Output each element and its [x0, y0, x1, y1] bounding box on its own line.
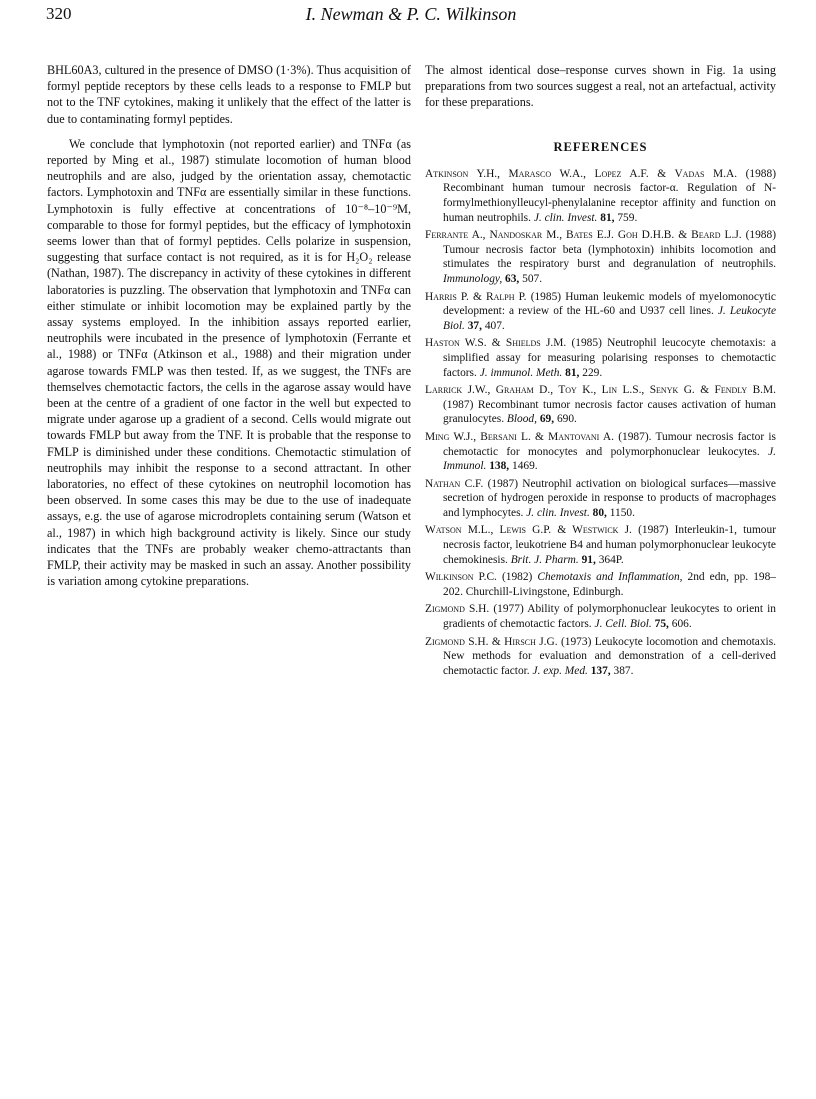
reference-text: (1985) Neutrophil leucocyte chemotaxis: a simplified assay for measuring polarising responses to chemotactic factors.	[443, 337, 777, 379]
body-paragraph: The almost identical dose–response curves shown in Fig. 1a using preparations from two sources suggest a real, not an artefactual, activity for these preparations.	[425, 63, 776, 110]
reference-text: (1985) Human leukemic models of myelomonocytic development: a review of the HL-60 and U937 cell lines.	[443, 290, 776, 318]
reference-pages: 2nd edn, pp. 198–202. Churchill-Livingstone, Edinburgh.	[443, 571, 776, 598]
reference-journal: Brit. J. Pharm.	[510, 553, 579, 566]
reference-volume: 81,	[600, 211, 615, 224]
page-header	[46, 4, 776, 28]
reference-journal: Immunology,	[443, 272, 503, 285]
reference-pages: 407.	[484, 319, 505, 332]
reference-authors: Haston W.S. & Shields J.M.	[425, 337, 567, 350]
reference-pages: 364P.	[598, 553, 624, 566]
reference-journal: J. exp. Med.	[532, 664, 588, 677]
reference-journal: J. Immunol.	[443, 445, 776, 473]
reference-volume: 81,	[565, 366, 580, 379]
reference-volume: 75,	[654, 618, 669, 631]
reference-item	[425, 570, 776, 599]
reference-authors: Nathan C.F.	[425, 477, 484, 490]
reference-volume: 37,	[467, 319, 482, 332]
reference-authors: Atkinson Y.H., Marasco W.A., Lopez A.F. & Vadas M.A.	[425, 167, 738, 180]
reference-item	[425, 430, 776, 474]
reference-pages: 507.	[522, 272, 543, 285]
references-heading: REFERENCES	[553, 139, 648, 154]
reference-volume: 63,	[505, 272, 520, 285]
reference-pages: 1469.	[512, 460, 538, 473]
reference-text: (1982)	[501, 571, 533, 584]
reference-volume: 69,	[539, 413, 555, 426]
reference-authors: Ferrante A., Nandoskar M., Bates E.J. Goh D.H.B. & Beard L.J.	[425, 229, 742, 242]
page-number: 320	[46, 4, 72, 23]
reference-item	[425, 290, 776, 334]
left-column	[47, 62, 411, 590]
reference-journal: J. Cell. Biol.	[594, 618, 652, 631]
reference-authors: Larrick J.W., Graham D., Toy K., Lin L.S., Senyk G. & Fendly B.M.	[425, 384, 776, 397]
body-paragraph: We conclude that lymphotoxin (not reported earlier) and TNFα (as reported by Ming et al., 1987) stimulate locomotion of human blood neutrophils and are also, judged by the orientation assay, chemotactic factors. Lymphotoxin and TNFα are essentially similar in these functions. Lymphotoxin is fully effective at concentrations of 10⁻⁸–10⁻⁹M, comparable to those for formyl peptides, but the efficacy of lymphotoxin seems lower than that of formyl peptides. Cells polarize in suspension, suggesting that surface contact is not required, as it is for H₂O₂ release (Nathan, 1987). The discrepancy in activity of these cytokines in different laboratories is puzzling. The observation that lymphotoxin and TNFα can either stimulate or inhibit locomotion may be explained partly by the assay systems employed. In the inhibition assays reported earlier, neutrophils were incubated in the presence of lymphotoxin (Ferrante et al., 1988) or TNFα (Atkinson et al., 1988) and their migration under agarose towards FMLP was then tested. If, as we suggest, the TNFs are themselves chemotactic factors, the cells in the agarose assay would have been at the centre of a gradient of one factor in the well but expected to migrate under agarose up a gradient of a second. Cells would migrate out towards FMLP but away from the TNF. It is probable that the response to FMLP is diminished under these conditions. Chemotactic stimulation of neutrophils may inhibit the response to a second attractant. In other laboratories, no effect of these cytokines on neutrophil locomotion has been observed. In some cases this may be due to the use of inadequate assays, e.g. the use of agarose microdroplets containing serum (Watson et al., 1987) in which high background activity is likely. Since our study indicates that the TNFs are probably weaker chemo-attractants than FMLP, their activity may be masked in such an assay. Another possibility is variation among cytokine preparations.	[47, 136, 411, 589]
reference-text: (1987) Interleukin-1, tumour necrosis factor, leukotriene B4 and human polymorphonuclear leukocyte chemokinesis.	[443, 524, 776, 566]
reference-authors: Ming W.J., Bersani L. & Mantovani A.	[425, 430, 614, 443]
reference-pages: 387.	[613, 664, 634, 677]
reference-journal: J. immunol. Meth.	[479, 366, 563, 379]
reference-volume: 80,	[592, 506, 607, 519]
reference-item	[425, 228, 776, 286]
reference-journal: Blood,	[506, 413, 537, 426]
reference-authors: Watson M.L., Lewis G.P. & Westwick J.	[425, 524, 632, 537]
right-column	[425, 62, 776, 681]
reference-pages: 690.	[556, 413, 577, 426]
reference-volume: 91,	[581, 553, 596, 566]
reference-text: (1987) Recombinant tumor necrosis factor causes activation of human granulocytes.	[443, 398, 776, 426]
reference-item	[425, 602, 776, 631]
reference-text: (1987) Neutrophil activation on biological surfaces—massive secretion of hydrogen peroxide in response to products of macrophages and lymphocytes.	[443, 477, 776, 519]
reference-text: (1988) Tumour necrosis factor beta (lymphotoxin) inhibits locomotion and stimulates the respiratory burst and degranulation of neutrophils.	[443, 229, 776, 271]
reference-item	[425, 523, 776, 567]
reference-volume: 138,	[489, 460, 510, 473]
reference-text: (1977) Ability of polymorphonuclear leukocytes to orient in gradients of chemotactic factors.	[443, 603, 776, 631]
reference-pages: 606.	[671, 618, 692, 631]
reference-text: (1988) Recombinant human tumour necrosis factor-α. Regulation of N-formylmethionylleucyl-phenylalanine receptor affinity and function on human neutrophils.	[443, 167, 776, 224]
reference-item	[425, 167, 776, 225]
reference-item	[425, 336, 776, 380]
reference-journal: Chemotaxis and Inflammation,	[537, 571, 683, 584]
reference-pages: 229.	[582, 366, 603, 379]
reference-item	[425, 383, 776, 427]
reference-item	[425, 477, 776, 521]
reference-pages: 759.	[617, 211, 638, 224]
reference-authors: Zigmond S.H. & Hirsch J.G.	[425, 635, 558, 648]
body-paragraph: BHL60A3, cultured in the presence of DMSO (1·3%). Thus acquisition of formyl peptide receptors by these cells leads to a response to FMLP but not to the TNF cytokines, making it unlikely that the effect of the latter is due to contaminating formyl peptides.	[47, 63, 411, 126]
reference-pages: 1150.	[609, 506, 635, 519]
reference-journal: J. clin. Invest.	[526, 506, 590, 519]
reference-authors: Harris P. & Ralph P.	[425, 290, 527, 303]
reference-volume: 137,	[590, 664, 611, 677]
reference-text: (1987). Tumour necrosis factor is chemotactic for monocytes and polymorphonuclear leukocytes.	[443, 430, 776, 458]
reference-text: (1973) Leukocyte locomotion and chemotaxis. New methods for evaluation and demonstration of a cell-derived chemotactic factor.	[443, 635, 776, 677]
reference-item	[425, 635, 776, 679]
reference-authors: Wilkinson P.C.	[425, 571, 497, 584]
running-head: I. Newman & P. C. Wilkinson	[305, 4, 517, 24]
reference-list	[425, 167, 776, 679]
reference-journal: J. Leukocyte Biol.	[443, 305, 776, 332]
reference-journal: J. clin. Invest.	[533, 211, 598, 224]
reference-authors: Zigmond S.H.	[425, 603, 490, 616]
